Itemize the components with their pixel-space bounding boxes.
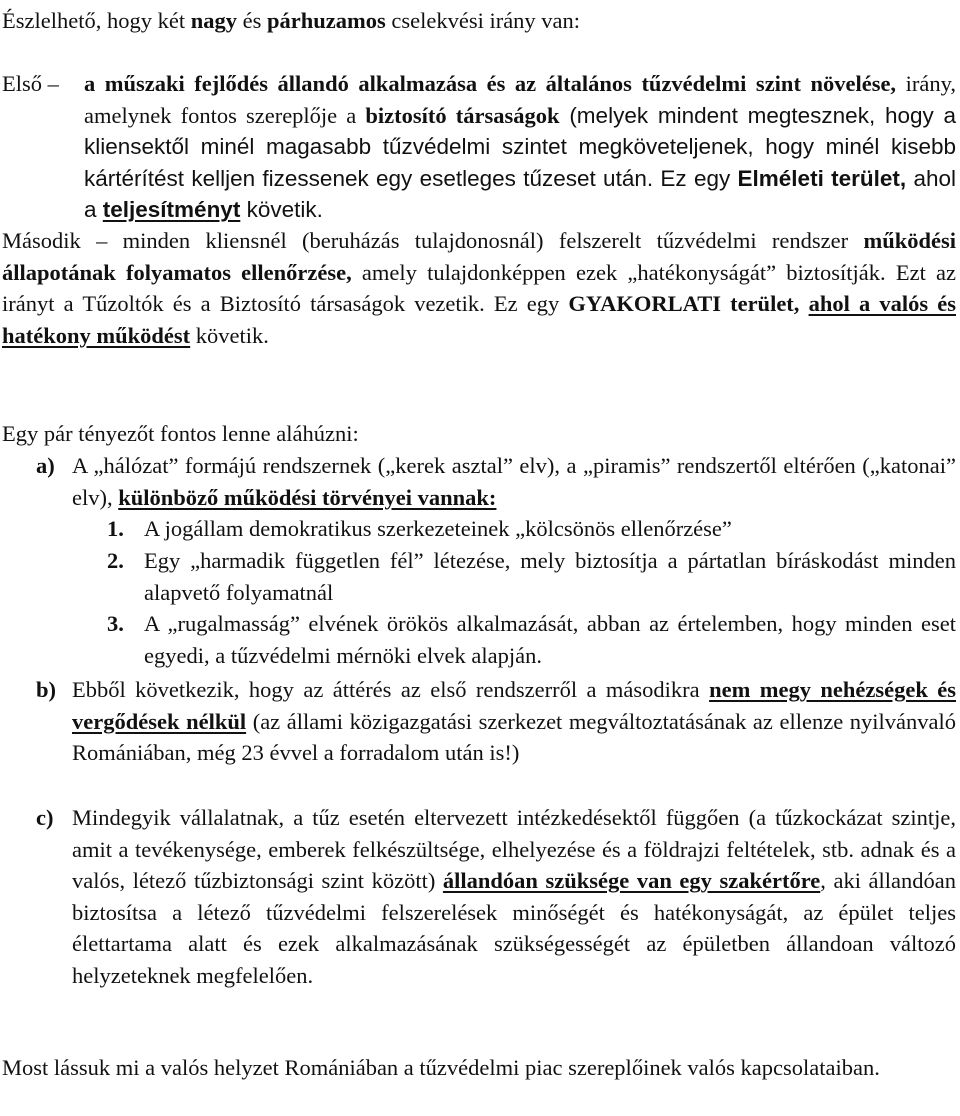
factor-c-text-1: Mindegyik vállalatnak, a tűz esetén eltervezett intézkedésektől függően (a tűzkockázat szintje, amit a tevékenysége, emberek felkészültsége, elhelyezése és a földrajzi feltételek, stb. adnak és a valós, létező tűzbiztonsági szint között) [72, 805, 956, 894]
factor-a-item-1-num: 1. [107, 516, 124, 541]
intro-bold-nagy: nagy [190, 8, 237, 33]
factor-b-paragraph [72, 674, 956, 769]
intro-text-2: és [236, 8, 267, 33]
factor-a-item-2-text: Egy „harmadik független fél” létezése, mely biztosítja a pártatlan bíráskodást minden alapvető folyamatnál [144, 548, 956, 605]
second-bold-1: működési állapotának folyamatos ellenőrzése, [2, 228, 956, 285]
first-paragraph [84, 68, 956, 226]
first-text-3: ahol a [84, 165, 956, 223]
second-text-3: követik. [190, 322, 269, 348]
factor-a-paragraph [72, 450, 956, 513]
factor-c-bold-underline: állandóan szüksége van egy szakértőre [442, 868, 821, 894]
second-bold-underline: ahol a valós és hatékony működést [2, 291, 957, 348]
intro-paragraph [2, 5, 952, 37]
factor-a-bold-underline: különböző működési törvényei vannak: [118, 484, 497, 510]
first-bold-underline: teljesítményt [102, 197, 241, 223]
first-text-1: irány, amelynek fontos szereplője a [84, 71, 956, 128]
first-label: Első – [2, 71, 59, 96]
second-paragraph [2, 225, 956, 351]
intro-text-1: Észlelhető, hogy két [2, 8, 191, 33]
factor-c-text-2: , aki állandóan biztosítsa a létező tűzvédelmi felszerelések minőségét és hatékonyságát, az épület teljes élettartama alatt és ezek alkalmazásának szükségességét az épületben állandoan változó helyzeteknek megfelelően. [72, 868, 957, 988]
first-bold-2: biztosító társaságok [365, 102, 560, 128]
second-text-1: Második – minden kliensnél (beruházás tulajdonosnál) felszerelt tűzvédelmi rendszer [2, 228, 864, 253]
second-bold-2: GYAKORLATI terület, [568, 291, 809, 317]
factor-a-item-1-text: A jogállam demokratikus szerkezeteinek „kölcsönös ellenőrzése” [144, 516, 732, 541]
factor-a-item-3-num: 3. [107, 611, 124, 636]
intro-bold-parhuzamos: párhuzamos [266, 8, 386, 33]
second-text-2: amely tulajdonképpen ezek „hatékonyságát” biztosítják. Ezt az irányt a Tűzoltók és a Biztosító társaságok vezetik. Ez egy [2, 259, 956, 317]
factor-c-label: c) [36, 805, 54, 830]
first-bold-1: a műszaki fejlődés állandó alkalmazása és az általános tűzvédelmi szint növelése, [84, 71, 897, 96]
factor-a-label: a) [36, 453, 55, 478]
factor-a-item-2-num: 2. [107, 548, 124, 573]
factor-b-text-2: (az állami közigazgatási szerkezet megváltoztatásának az ellenze nyilvánvaló Romániában, még 23 évvel a forradalom után is!) [72, 708, 956, 766]
factors-intro: Egy pár tényezőt fontos lenne aláhúzni: [2, 421, 359, 446]
first-text-4: követik. [240, 197, 323, 223]
factor-a-text: A „hálózat” formájú rendszernek („kerek asztal” elv), a „piramis” rendszertől eltérően („katonai” elv), [72, 453, 956, 510]
first-bold-3: Elméleti terület, [737, 165, 907, 191]
factor-a-item-3-text: A „rugalmasság” elvének örökös alkalmazását, abban az értelemben, hogy minden eset egyedi, a tűzvédelmi mérnöki elvek alapján. [144, 611, 956, 668]
intro-text-3: cselekvési irány van: [385, 8, 581, 33]
closing-paragraph: Most lássuk mi a valós helyzet Romániában a tűzvédelmi piac szereplőinek valós kapcsolataiban. [2, 1055, 880, 1080]
factor-b-bold-underline: nem megy nehézségek és vergődések nélkül [72, 677, 957, 734]
first-text-2: (melyek mindent megtesznek, hogy a kliensektől minél magasabb tűzvédelmi szintet megköveteljenek, hogy minél kisebb kártérítést kelljen fizessenek egy esetleges tűzeset után. Ez egy [84, 102, 957, 191]
factor-c-paragraph [72, 802, 956, 992]
factor-b-label: b) [36, 677, 57, 702]
factor-b-text-1: Ebből következik, hogy az áttérés az első rendszerről a másodikra [72, 677, 710, 702]
